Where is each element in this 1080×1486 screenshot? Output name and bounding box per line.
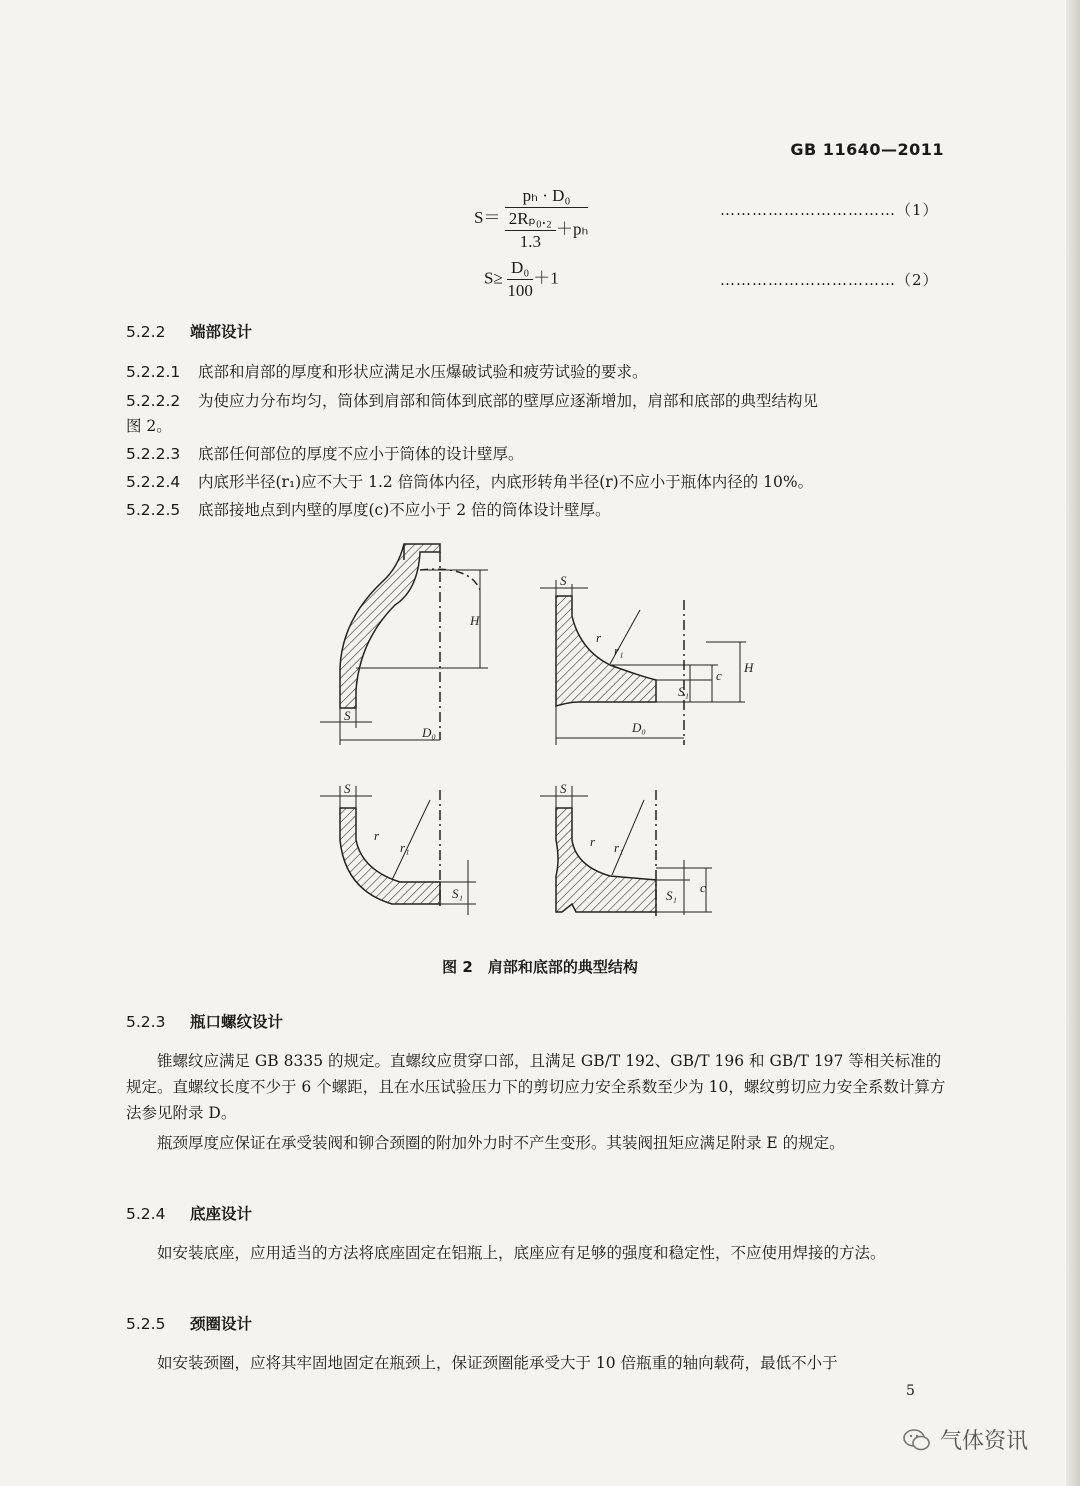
paragraph-5-2-3-1: 锥螺纹应满足 GB 8335 的规定。直螺纹应贯穿口部，且满足 GB/T 192、GB/T 196 和 GB/T 197 等相关标准的规定。直螺纹长度不少于 6 个螺距，且在水压试验压力下的剪切应力安全系数至少为 10，螺纹剪切应力安全系数计算方法参见附录 D。 xyxy=(126,1052,946,1122)
section-number: 5.2.2 xyxy=(126,323,166,341)
formula-1-inner-num: 2Rₚ₀.₂ xyxy=(505,209,556,231)
fig-label-h-2: H xyxy=(744,660,754,675)
fig-label-s-1: S xyxy=(344,708,351,723)
watermark-text: 气体资讯 xyxy=(940,1429,1029,1454)
section-number: 5.2.4 xyxy=(126,1205,166,1223)
fig-label-s1-2: S₁ xyxy=(678,684,690,699)
clause-text: 底部接地点到内壁的厚度(c)不应小于 2 倍的筒体设计壁厚。 xyxy=(198,501,611,519)
section-heading-5-2-3 xyxy=(126,1010,283,1032)
clause-text: 为使应力分布均匀，筒体到肩部和筒体到底部的壁厚应逐渐增加，肩部和底部的典型结构见 xyxy=(198,392,819,410)
paragraph-5-2-5-1: 如安装颈圈，应将其牢固地固定在瓶颈上，保证颈圈能承受大于 10 倍瓶重的轴向载荷，最低不小于 xyxy=(157,1354,838,1372)
clause-number: 5.2.2.5 xyxy=(126,501,181,519)
fig-label-d0-2: D₀ xyxy=(632,720,646,735)
equation-number-1: ……………………………（1） xyxy=(720,201,939,219)
fig-label-c-4: c xyxy=(700,880,706,895)
equation-number-2: ……………………………（2） xyxy=(720,271,939,289)
paragraph-5-2-4-1: 如安装底座，应用适当的方法将底座固定在铝瓶上，底座应有足够的强度和稳定性，不应使用焊接的方法。 xyxy=(157,1244,886,1262)
clause-number: 5.2.2.4 xyxy=(126,473,181,491)
formula-2-tail: ＋1 xyxy=(533,268,559,288)
fig-label-r1-4: r₁ xyxy=(614,840,624,855)
formula-1-numerator: pₕ · D₀ xyxy=(505,186,589,208)
clause-text: 底部和肩部的厚度和形状应满足水压爆破试验和疲劳试验的要求。 xyxy=(198,363,648,381)
paragraph-5-2-3-2: 瓶颈厚度应保证在承受装阀和铆合颈圈的附加外力时不产生变形。其装阀扭矩应满足附录 E 的规定。 xyxy=(157,1134,845,1152)
clause-number: 5.2.2.1 xyxy=(126,363,181,381)
fig-label-c-2: c xyxy=(716,668,722,683)
clause-number: 5.2.2.2 xyxy=(126,392,181,410)
formula-1-inner-den: 1.3 xyxy=(519,232,541,251)
section-heading-5-2-5 xyxy=(126,1312,252,1334)
figure-caption: 图 2 肩部和底部的典型结构 xyxy=(442,958,638,976)
watermark xyxy=(902,1424,1028,1455)
fig-label-h-1: H xyxy=(470,613,480,628)
fig-label-s-4: S xyxy=(560,781,567,796)
clause-number: 5.2.2.3 xyxy=(126,445,181,463)
fig-label-r-3: r xyxy=(374,828,380,843)
fig-label-s1-3: S₁ xyxy=(452,886,464,901)
fig-label-s1-4: S₁ xyxy=(666,888,678,903)
clause-5-2-2-2-cont: 图 2。 xyxy=(126,417,172,435)
clause-text: 底部任何部位的厚度不应小于筒体的设计壁厚。 xyxy=(198,445,524,463)
fig-label-r-4: r xyxy=(590,834,596,849)
fig-label-r-2: r xyxy=(596,630,602,645)
section-title: 端部设计 xyxy=(190,323,253,341)
formula-2-numerator: D₀ xyxy=(507,258,533,280)
fig-label-r1-3: r₁ xyxy=(400,840,410,855)
clause-text: 内底形半径(r₁)应不大于 1.2 倍筒体内径，内底形转角半径(r)不应小于瓶体内径的 10%。 xyxy=(198,473,814,491)
formula-1-den-tail: ＋pₕ xyxy=(555,219,589,239)
integral-foot-base-drawing xyxy=(540,786,712,916)
fig-label-s-2: S xyxy=(560,573,567,588)
section-title: 瓶口螺纹设计 xyxy=(190,1013,284,1031)
section-number: 5.2.5 xyxy=(126,1315,166,1333)
page-number: 5 xyxy=(906,1383,915,1399)
section-title: 颈圈设计 xyxy=(190,1315,253,1333)
section-title: 底座设计 xyxy=(190,1205,253,1223)
section-number: 5.2.3 xyxy=(126,1013,166,1031)
wechat-icon xyxy=(902,1427,932,1453)
formula-2-denominator: 100 xyxy=(507,281,533,300)
formula-1-lhs: S＝ xyxy=(474,207,501,227)
standard-code: GB 11640—2011 xyxy=(790,140,944,159)
section-heading-5-2-4 xyxy=(126,1202,252,1224)
formula-2-lhs: S≥ xyxy=(484,268,503,288)
fig-label-s-3: S xyxy=(344,781,351,796)
fig-label-r1-2: r₁ xyxy=(614,643,624,658)
fig-label-d0-1: D₀ xyxy=(422,725,436,740)
